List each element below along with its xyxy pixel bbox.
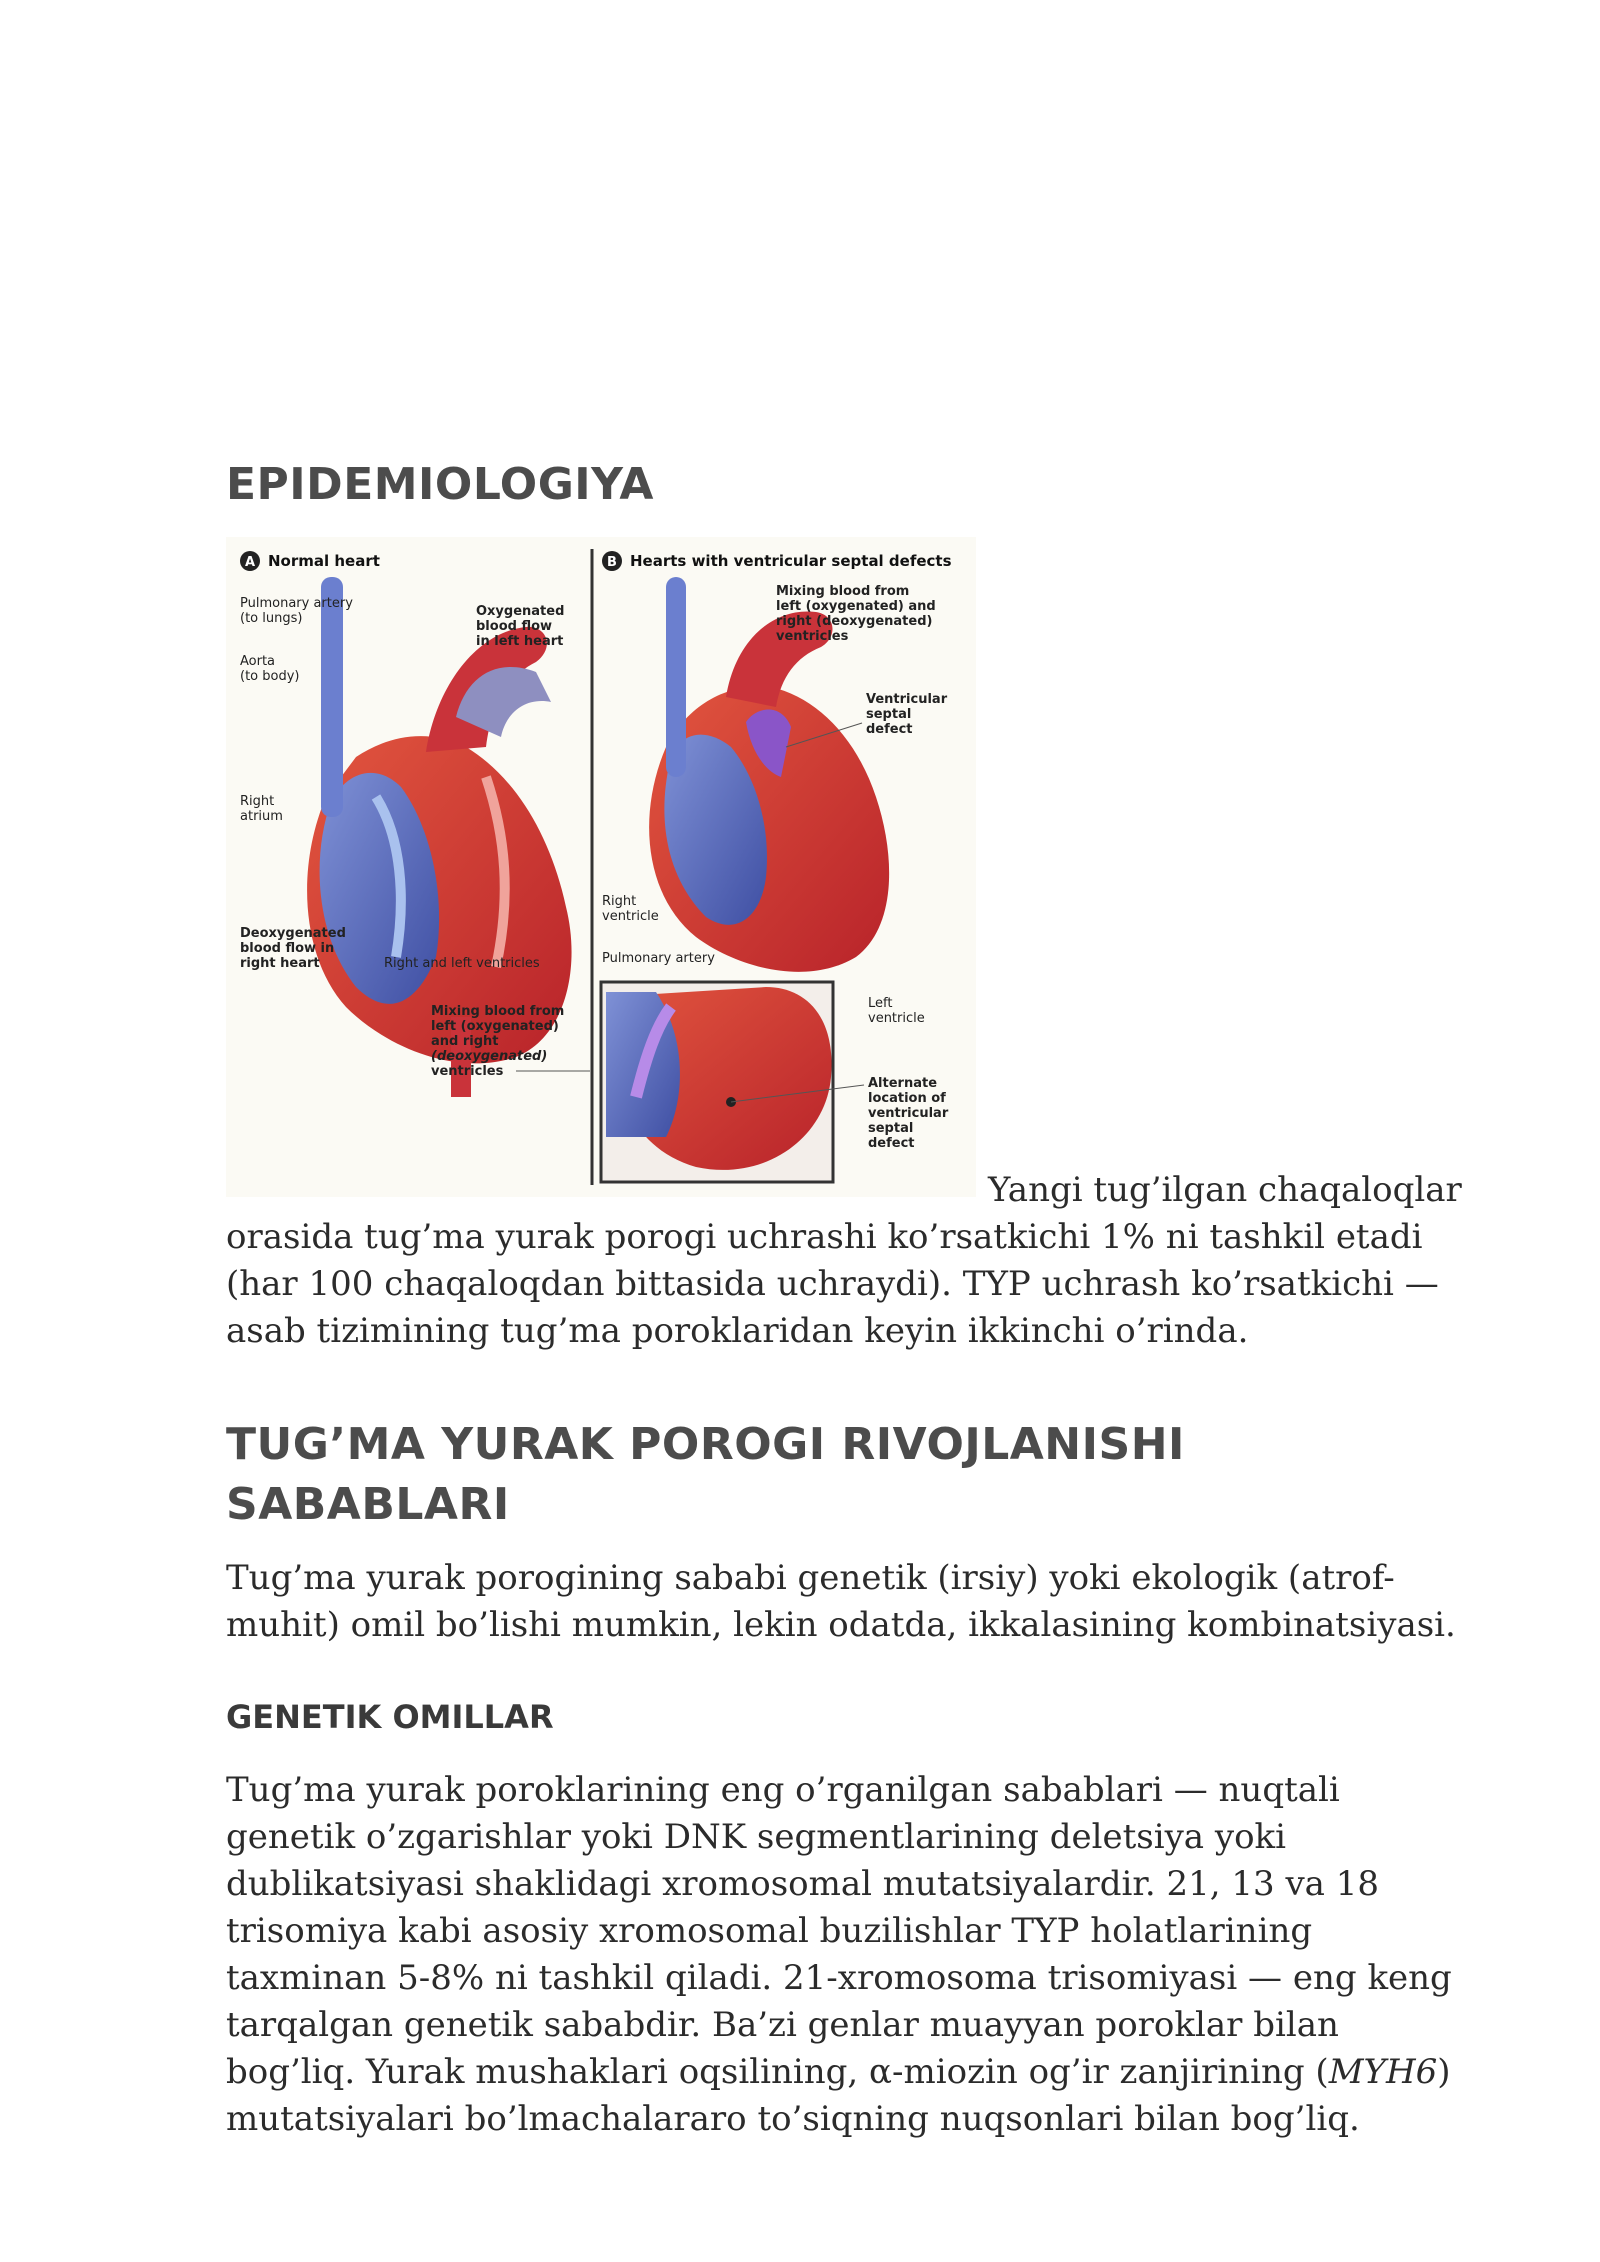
genetic-section: [226, 1695, 1466, 2143]
label-to-body: (to body): [240, 669, 300, 684]
label-alt-2: location of: [868, 1091, 946, 1106]
label-deoxygenated: Deoxygenated: [240, 926, 346, 941]
label-pulmonary-artery-b: Pulmonary artery: [602, 951, 715, 966]
causes-section: [226, 1415, 1466, 1649]
label-left-ventricle-2: ventricle: [868, 1011, 925, 1026]
panel-a-title: Normal heart: [268, 552, 380, 570]
label-pulmonary-artery: Pulmonary artery: [240, 596, 353, 611]
label-right-heart: right heart: [240, 956, 320, 971]
label-alt-5: defect: [868, 1136, 915, 1151]
panel-b-title: Hearts with ventricular septal defects: [630, 552, 952, 570]
heart-b-vena-cava: [666, 577, 686, 777]
label-ventricles: Right and left ventricles: [384, 956, 540, 971]
section-heading-causes: TUG’MA YURAK POROGI RIVOJLANISHI SABABLARI: [226, 1419, 1185, 1530]
label-blood-flow: blood flow: [476, 619, 553, 634]
label-mixing-b-2: left (oxygenated) and: [776, 599, 936, 614]
label-vsd-2: septal: [866, 707, 912, 722]
label-mixing-b-4: ventricles: [776, 629, 849, 644]
epidemiology-paragraph: Yangi tug’ilgan chaqaloqlar orasida tug’ma yurak porogi uchrashi ko’rsatkichi 1% ni tashkil etadi (har 100 chaqaloqdan bittasida uchraydi). TYP uchrash ko’rsatkichi — asab tizimining tug’ma poroklaridan keyin ikkinchi o’rinda.: [226, 1170, 1462, 1351]
label-alt-4: septal: [868, 1121, 914, 1136]
label-vsd-3: defect: [866, 722, 913, 737]
label-right-ventricle-1: Right: [602, 894, 637, 909]
label-alt-3: ventricular: [868, 1106, 949, 1121]
panel-b: [601, 551, 952, 1182]
heart-diagram: [226, 537, 976, 1197]
causes-paragraph: Tug’ma yurak porogining sababi genetik (irsiy) yoki ekologik (atrof-muhit) omil bo’lishi mumkin, lekin odatda, ikkalasining kombinatsiyasi.: [226, 1558, 1456, 1645]
section-heading-epidemiology: EPIDEMIOLOGIYA: [226, 459, 654, 510]
label-right: Right: [240, 794, 275, 809]
page-content: [226, 455, 1466, 2143]
heart-a-vena-cava: [321, 577, 343, 817]
label-mixing-a-5: ventricles: [431, 1064, 504, 1079]
label-vsd-1: Ventricular: [866, 692, 948, 707]
genetic-paragraph: [226, 1767, 1466, 2143]
panel-a: [240, 551, 590, 1097]
label-mixing-a-2: left (oxygenated): [431, 1019, 559, 1034]
gene-name: MYH6: [1328, 2052, 1438, 2092]
label-mixing-a-4: (deoxygenated): [431, 1049, 548, 1064]
label-right-ventricle-2: ventricle: [602, 909, 659, 924]
label-mixing-b-1: Mixing blood from: [776, 584, 910, 599]
genetic-text-after: ) mutatsiyalari bo’lmachalararo to’siqning nuqsonlari bilan bog’liq.: [226, 2052, 1451, 2139]
label-mixing-a-1: Mixing blood from: [431, 1004, 565, 1019]
label-blood-flow-in: blood flow in: [240, 941, 335, 956]
heart-figure: [226, 537, 976, 1197]
label-oxygenated: Oxygenated: [476, 604, 565, 619]
label-mixing-b-3: right (deoxygenated): [776, 614, 933, 629]
badge-a: A: [244, 555, 256, 570]
genetic-text-before: Tug’ma yurak poroklarining eng o’rganilgan sabablari — nuqtali genetik o’zgarishlar yoki DNK segmentlarining deletsiya yoki dublikatsiyasi shaklidagi xromosomal mutatsiyalardir. 21, 13 va 18 trisomiya kabi asosiy xromosomal buzilishlar TYP holatlarining taxminan 5-8% ni tashkil qiladi. 21-xromosoma trisomiyasi — eng keng tarqalgan genetik sababdir. Ba’zi genlar muayyan poroklar bilan bog’liq. Yurak mushaklari oqsilining, α-miozin og’ir zanjirining (: [226, 1770, 1452, 2092]
label-mixing-a-3: and right: [431, 1034, 499, 1049]
label-alt-1: Alternate: [868, 1076, 938, 1091]
label-left-heart: in left heart: [476, 634, 564, 649]
label-aorta: Aorta: [240, 654, 276, 669]
section-heading-genetic: GENETIK OMILLAR: [226, 1698, 554, 1736]
label-atrium: atrium: [240, 809, 283, 824]
label-left-ventricle-1: Left: [868, 996, 893, 1011]
label-to-lungs: (to lungs): [240, 611, 303, 626]
badge-b: B: [607, 555, 617, 570]
epidemiology-block: [226, 537, 1466, 1355]
